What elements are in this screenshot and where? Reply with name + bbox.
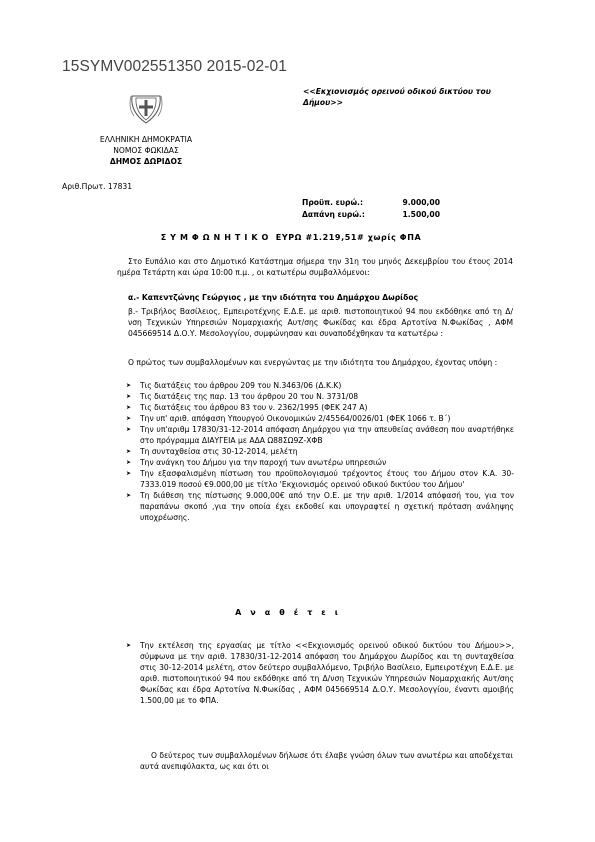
- arrow-bullet-icon: ➤: [126, 393, 132, 400]
- list-item: ➤ Τη διάθεση της πίστωσης 9.000,00€ από την Ο.Ε. με την αριθ. 1/2014 απόφασή του, για τον παραπάνω σκοπό ,για την οποία έχει εκδοθεί και υπογραφτεί η σχετική πρόταση ανάληψης υποχρέωσης.: [126, 491, 514, 522]
- issuer-block: [58, 134, 234, 167]
- arrow-bullet-icon: ➤: [126, 459, 132, 466]
- expense-value: 1.500,00: [402, 210, 440, 219]
- list-item: ➤ Τις διατάξεις του άρθρου 83 του ν. 2362/1995 (ΦΕΚ 247 Α): [126, 403, 368, 412]
- issuer-municipality: ΔΗΜΟΣ ΔΩΡΙΔΟΣ: [109, 157, 183, 166]
- preliminary-budget-label: Προϋπ. ευρώ.:: [302, 198, 363, 207]
- list-item: ➤ Την εξασφαλισμένη πίστωση του προϋπολογισμού τρέχοντος έτους του Δήμου στον Κ.Α. 30-7333.019 ποσού €9.000,00 με τίτλο 'Εκχιονισμός ορεινού οδικού δικτύου του Δήμου': [126, 469, 514, 489]
- list-item: ➤ Την ανάγκη του Δήμου για την παροχή των ανωτέρω υπηρεσιών: [126, 458, 387, 467]
- contract-title: [62, 233, 520, 242]
- expense-label: Δαπάνη ευρώ.:: [302, 210, 365, 219]
- issuer-country: ΕΛΛΗΝΙΚΗ ΔΗΜΟΚΡΑΤΙΑ: [99, 135, 193, 144]
- arrow-bullet-icon: ➤: [126, 642, 132, 649]
- list-item: [126, 640, 514, 706]
- assign-heading: Αναθέτει: [235, 608, 347, 617]
- subject-title: <<Εκχιονισμός ορεινού οδικού δικτύου του Δήμου>>: [303, 87, 491, 107]
- contract-title-amount: ΕΥΡΩ #1.219,51# χωρίς ΦΠΑ: [275, 233, 422, 242]
- arrow-bullet-icon: ➤: [126, 415, 132, 422]
- party-b: β.- Τριβήλος Βασίλειος, Εμπειροτέχνης Ε.Δ.Ε. με αριθ. πιστοποιητικού 94 που εκδόθηκε από τη Δ/νση Τεχνικών Υπηρεσιών Νομαρχιακής Αυτ/σης Φωκίδας και έδρα Αρτοτίνα Ν.Φωκίδας , ΑΦΜ 045669514 Δ.Ο.Υ. Μεσολογγίου, συμφώνησαν και συναποδέχθηκαν τα κατωτέρω :: [128, 307, 513, 338]
- issuer-prefecture: ΝΟΜΟΣ ΦΩΚΙΔΑΣ: [113, 146, 179, 155]
- closing-paragraph: Ο δεύτερος των συμβαλλομένων δήλωσε ότι έλαβε γνώση όλων των ανωτέρω και αποδέχεται αυτά ανεπιφύλακτα, ως και ότι οι: [140, 751, 513, 771]
- preliminary-budget-value: 9.000,00: [402, 198, 440, 207]
- greek-coat-of-arms-icon: [128, 90, 164, 126]
- arrow-bullet-icon: ➤: [126, 382, 132, 389]
- first-party-paragraph: Ο πρώτος των συμβαλλομένων και ενεργώντας με την ιδιότητα του Δημάρχου, έχοντας υπόψη :: [128, 358, 498, 367]
- list-item: ➤ Τις διατάξεις του άρθρου 209 του Ν.3463/06 (Δ.Κ.Κ): [126, 381, 342, 390]
- arrow-bullet-icon: ➤: [126, 404, 132, 411]
- considerations-list: [126, 380, 514, 523]
- list-item: ➤ Την υπ'αριθμ 17830/31-12-2014 απόφαση Δημάρχου για την απευθείας ανάθεση που αναρτήθηκε στο πρόγραμμα ΔΙΑΥΓΕΙΑ με ΑΔΑ Ω88ΣΩ9Ζ-ΧΦΒ: [126, 425, 514, 445]
- contract-title-word: ΣΥΜΦΩΝΗΤΙΚΟ: [160, 233, 273, 242]
- party-a: α.- Καπεντζώνης Γεώργιος , με την ιδιότητα του Δημάρχου Δωρίδος: [128, 293, 419, 302]
- arrow-bullet-icon: ➤: [126, 492, 132, 499]
- assignment-block: [126, 640, 514, 706]
- list-item: ➤ Την υπ' αριθ. απόφαση Υπουργού Οικονομικών 2/45564/0026/01 (ΦΕΚ 1066 τ. Β΄): [126, 414, 451, 423]
- assignment-text: Την εκτέλεση της εργασίας με τίτλο <<Εκχιονισμός ορεινού οδικού δικτύου του Δήμου>>, σύμφωνα με την αριθ. 17830/31-12-2014 απόφαση του Δημάρχου Δωρίδος και τη συνταχθείσα στις 30-12-2014 μελέτη, στον δεύτερο συμβαλλόμενο, Τριβήλο Βασίλειο, Εμπειροτέχνη Ε.Δ.Ε. με αριθ. πιστοποιητικού 94 που εκδόθηκε από τη Δ/νση Τεχνικών Υπηρεσιών Νομαρχιακής Αυτ/σης Φωκίδας και έδρα Αρτοτίνα Ν.Φωκίδας , ΑΦΜ 045669514 Δ.Ο.Υ. Μεσολογγίου, έναντι αμοιβής 1.500,00 με το ΦΠΑ.: [140, 641, 514, 705]
- protocol-number: Αριθ.Πρωτ. 17831: [62, 182, 133, 191]
- list-item: ➤ Τις διατάξεις της παρ. 13 του άρθρου 20 του Ν. 3731/08: [126, 392, 359, 401]
- budget-block: [302, 197, 440, 221]
- arrow-bullet-icon: ➤: [126, 426, 132, 433]
- intro-paragraph: Στο Ευπάλιο και στο Δημοτικό Κατάστημα σήμερα την 31η του μηνός Δεκεμβρίου του έτους 2014 ημέρα Τετάρτη και ώρα 10:00 π.μ. , οι κατωτέρω συμβαλλόμενοι:: [117, 257, 513, 277]
- arrow-bullet-icon: ➤: [126, 448, 132, 455]
- list-item: ➤ Τη συνταχθείσα στις 30-12-2014, μελέτη: [126, 447, 298, 456]
- arrow-bullet-icon: ➤: [126, 470, 132, 477]
- document-stamp: 15SYMV002551350 2015-02-01: [62, 58, 287, 75]
